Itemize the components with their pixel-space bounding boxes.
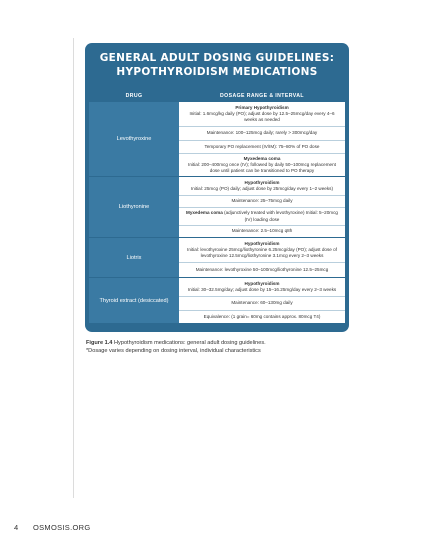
dosage-cell (179, 102, 345, 176)
dosage-text: Maintenance: 25–75mcg daily (231, 198, 293, 204)
caption-text: Hypothyroidism medications: general adult dosing guidelines. (112, 340, 266, 346)
dosage-segment (179, 296, 345, 310)
dosage-text: Initial: 30–32.5mg/day; adjust dose by 15–16.25mg/day every 2–3 weeks (187, 287, 337, 292)
dosage-cell (179, 278, 345, 323)
dosage-cell (179, 177, 345, 237)
dosage-segment (179, 238, 345, 262)
dosage-text: Initial: levothyroxine 25mcg/liothyronine 6.25mcg/day (PO); adjust dose of levothyroxine 12.5mcg/liothyronine 3.1mcg every 2–3 weeks (187, 246, 337, 259)
dosage-heading: Myxedema coma (186, 210, 223, 216)
dosage-text: Initial: 25mcg (PO) daily; adjust dose by 25mcg/day every 1–2 weeks) (191, 186, 333, 191)
drug-name: Liotrix (89, 238, 179, 277)
caption-label: Figure 1.4 (86, 340, 113, 346)
dosage-segment (179, 278, 345, 296)
dosage-text: Maintenance: 2.5–10mcg q8h (231, 228, 293, 234)
column-header-dose: DOSAGE RANGE & INTERVAL (220, 93, 304, 99)
table-row (89, 277, 345, 323)
dosage-segment (179, 140, 345, 153)
margin-rule (73, 38, 74, 498)
dosage-segment (179, 102, 345, 126)
footer-site: OSMOSIS.ORG (33, 523, 91, 532)
dosage-text: Maintenance: levothyroxine 50–100mcg/liothyronine 12.5–25mcg (195, 266, 329, 272)
dosage-segment (179, 207, 345, 225)
dosage-segment (179, 225, 345, 237)
table-title (85, 51, 349, 79)
drug-name: Liothyronine (89, 177, 179, 237)
dosage-heading: Hypothyroidism (244, 179, 280, 185)
dosage-segment (179, 153, 345, 176)
drug-name: Levothyroxine (89, 102, 179, 176)
table-row (89, 176, 345, 237)
table-row (89, 102, 345, 176)
dosage-heading: Hypothyroidism (244, 280, 280, 286)
dosage-segment (179, 310, 345, 323)
table-header (89, 90, 345, 102)
dosage-text: Initial: 200–400mcg once (IV); followed by daily 50–100mcg replacement dose until patient can be transitioned to PO therapy (188, 161, 336, 174)
title-line-1: GENERAL ADULT DOSING GUIDELINES: (99, 52, 335, 64)
dosage-text: Maintenance: 100–125mcg daily; rarely > 300mcg/day (206, 130, 318, 136)
dosage-text: Temporary PO replacement (IV/IM): 75–80% of PO dose (204, 143, 320, 149)
dosage-text: (adjunctively treated with levothyroxine) Initial: 5–20mcg (IV) loading dose (224, 210, 338, 222)
figure-caption (86, 339, 356, 355)
dosage-segment (179, 262, 345, 277)
dosage-text: Maintenance: 60–130mg daily (231, 300, 293, 306)
table-body (89, 102, 345, 323)
drug-name: Thyroid extract (desiccated) (89, 278, 179, 323)
dosage-text: Equivalence: (1 grain= 60mg contains approx. 80mcg T4) (203, 313, 321, 319)
dosage-heading: Primary Hypothyroidism (235, 104, 289, 110)
dosage-segment (179, 177, 345, 195)
column-header-drug: DRUG (125, 93, 143, 99)
dosage-heading: Myxedema coma (243, 155, 281, 161)
table-row (89, 237, 345, 277)
dosage-cell (179, 238, 345, 277)
dosage-text: Initial: 1.6mcg/kg daily (PO); adjust dose by 12.5–25mcg/day every 4–6 weeks as needed (189, 110, 335, 123)
dosage-segment (179, 195, 345, 207)
page-number: 4 (14, 523, 19, 532)
dosage-heading: Hypothyroidism (244, 240, 280, 246)
dosage-segment (179, 126, 345, 140)
title-line-2: HYPOTHYROIDISM MEDICATIONS (116, 66, 318, 78)
caption-note: *Dosage varies depending on dosing interval, individual characteristics (86, 348, 261, 354)
dosing-table-card (85, 43, 349, 332)
